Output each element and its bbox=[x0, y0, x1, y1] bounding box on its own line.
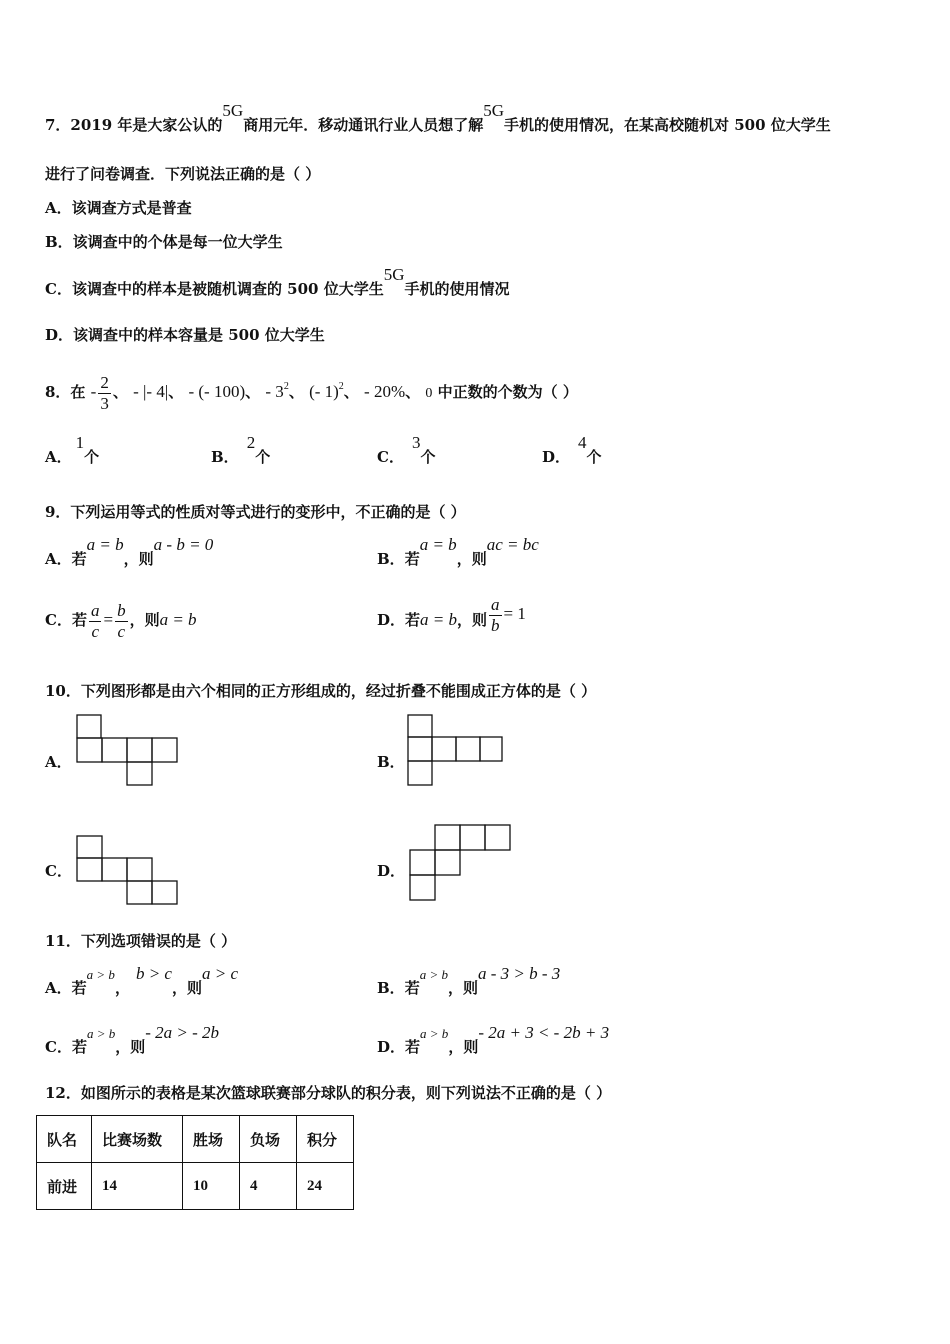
q8-option-b bbox=[211, 433, 271, 467]
q11-b-ruo: 若 bbox=[404, 979, 420, 997]
q9-a-ruo: 若 bbox=[71, 550, 87, 568]
q9-b-ruo: 若 bbox=[404, 550, 420, 568]
q11-stem: 11．下列选项错误的是（ ） bbox=[45, 932, 237, 950]
q8-abs-expr: - |- 4| bbox=[133, 382, 169, 401]
q8-sep: 、 bbox=[343, 383, 359, 401]
q7-text-part3: 手机的使用情况，在某高校随机对 500 位大学生 bbox=[504, 116, 831, 134]
table-header-row bbox=[37, 1116, 354, 1163]
q7-option-d: D．该调查中的样本容量是 500 位大学生 bbox=[45, 326, 325, 344]
q10-stem: 10．下列图形都是由六个相同的正方形组成的，经过折叠不能围成正方体的是（ ） bbox=[45, 682, 597, 700]
q9-d-frac-den: b bbox=[491, 615, 500, 635]
q9-option-a bbox=[45, 535, 214, 576]
q11-a-ze: ，则 bbox=[171, 979, 202, 997]
q11-c-ze: ，则 bbox=[115, 1038, 146, 1056]
table-header-cell: 胜场 bbox=[183, 1116, 240, 1163]
q8-b-label: B． bbox=[211, 448, 239, 466]
q11-b-ze: ，则 bbox=[447, 979, 478, 997]
q9-c-result: a = b bbox=[159, 610, 197, 629]
q11-option-c bbox=[45, 1023, 220, 1065]
q9-b-result: ac = bc bbox=[486, 535, 539, 554]
q7-option-c-tail: 手机的使用情况 bbox=[404, 280, 510, 298]
q10-label-d: D． bbox=[377, 862, 406, 880]
q8-neg-paren-expr: - (- 100) bbox=[188, 382, 246, 401]
q8-a-value: 1 bbox=[75, 433, 85, 452]
q7-line1 bbox=[45, 101, 831, 135]
q11-d-ze: ，则 bbox=[448, 1038, 479, 1056]
q8-option-a bbox=[45, 433, 100, 467]
q10-net-d bbox=[409, 824, 513, 902]
q8-square-exp: 2 bbox=[338, 381, 344, 392]
table-cell: 24 bbox=[297, 1163, 354, 1210]
q8-b-unit: 个 bbox=[255, 448, 271, 466]
q8-c-label: C． bbox=[377, 448, 404, 466]
q11-a-cond2: b > c bbox=[135, 964, 172, 983]
q11-b-label: B． bbox=[377, 979, 405, 997]
q9-a-ze: ，则 bbox=[123, 550, 154, 568]
q11-a-ruo: 若 bbox=[71, 979, 87, 997]
q11-c-ruo: 若 bbox=[71, 1038, 87, 1056]
q8-a-unit: 个 bbox=[84, 448, 100, 466]
q7-text-part2: 商用元年．移动通讯行业人员想了解 bbox=[243, 116, 484, 134]
q9-a-condition: a = b bbox=[86, 535, 124, 554]
q11-a-result: a > c bbox=[202, 964, 239, 983]
q8-percent: - 20% bbox=[364, 382, 406, 401]
q9-option-c bbox=[45, 596, 197, 644]
q9-c-fraction-a bbox=[89, 601, 102, 642]
q8-d-label: D． bbox=[542, 448, 571, 466]
q12-stem: 12．如图所示的表格是某次篮球联赛部分球队的积分表，则下列说法不正确的是（ ） bbox=[45, 1084, 612, 1102]
q9-c-frac-a-den: c bbox=[91, 621, 99, 641]
q8-sep: 、 bbox=[405, 383, 421, 401]
table-header-cell: 比赛场数 bbox=[92, 1116, 183, 1163]
q9-c-frac-b-den: c bbox=[117, 621, 126, 641]
table-header-cell: 负场 bbox=[240, 1116, 297, 1163]
q8-c-value: 3 bbox=[411, 433, 421, 452]
table-cell: 14 bbox=[92, 1163, 183, 1210]
q9-c-ze: ，则 bbox=[129, 611, 160, 629]
q11-option-d bbox=[377, 1023, 610, 1065]
q9-d-ze: ，则 bbox=[457, 611, 488, 629]
q8-d-unit: 个 bbox=[586, 448, 602, 466]
q8-prefix: 8．在 bbox=[45, 383, 86, 401]
q8-zero: 0 bbox=[425, 386, 433, 401]
q8-minus-sign: - bbox=[90, 382, 97, 401]
q9-b-condition: a = b bbox=[419, 535, 457, 554]
q11-option-a bbox=[45, 964, 239, 1006]
q8-c-unit: 个 bbox=[420, 448, 436, 466]
q7-option-a: A．该调查方式是普查 bbox=[45, 199, 192, 217]
q7-option-c bbox=[45, 265, 510, 299]
q9-d-label: D． bbox=[377, 611, 406, 629]
q11-b-condition: a > b bbox=[419, 967, 448, 982]
q9-d-frac-num: a bbox=[491, 594, 500, 614]
q10-label-a: A． bbox=[45, 753, 72, 771]
q9-d-condition: a = b bbox=[420, 610, 458, 629]
table-header-cell: 积分 bbox=[297, 1116, 354, 1163]
q8-fraction-num: 2 bbox=[100, 372, 109, 392]
q11-option-b bbox=[377, 964, 561, 1006]
q11-b-result: a - 3 > b - 3 bbox=[478, 964, 561, 983]
q10-net-c bbox=[76, 835, 179, 905]
table-cell: 前进 bbox=[37, 1163, 92, 1210]
q10-label-b: B． bbox=[377, 753, 405, 771]
score-table bbox=[36, 1115, 354, 1210]
q8-suffix: 中正数的个数为（ ） bbox=[437, 383, 578, 401]
q8-fraction bbox=[98, 373, 111, 414]
q8-d-value: 4 bbox=[578, 433, 587, 452]
q8-a-label: A． bbox=[45, 448, 72, 466]
q7-5g-term: 5G bbox=[483, 101, 504, 120]
q9-c-equals: = bbox=[103, 610, 114, 629]
q11-d-result: - 2a + 3 < - 2b + 3 bbox=[478, 1023, 610, 1042]
q8-sep: 、 bbox=[112, 383, 128, 401]
q8-power-exp: 2 bbox=[283, 381, 289, 392]
q11-d-label: D． bbox=[377, 1038, 406, 1056]
q8-stem bbox=[45, 362, 578, 425]
q9-a-result: a - b = 0 bbox=[153, 535, 214, 554]
q7-5g-term: 5G bbox=[222, 101, 244, 120]
q8-square-base: (- 1) bbox=[309, 382, 339, 401]
table-row bbox=[37, 1163, 354, 1210]
table-cell: 4 bbox=[240, 1163, 297, 1210]
q11-a-label: A． bbox=[45, 979, 72, 997]
q8-b-value: 2 bbox=[246, 433, 256, 452]
table-cell: 10 bbox=[183, 1163, 240, 1210]
q8-sep: 、 bbox=[288, 383, 304, 401]
q9-b-label: B． bbox=[377, 550, 405, 568]
q9-c-frac-b-num: b bbox=[117, 600, 126, 620]
q9-c-frac-a-num: a bbox=[90, 600, 100, 620]
q8-fraction-den: 3 bbox=[100, 393, 109, 413]
q8-sep: 、 bbox=[168, 383, 184, 401]
q9-d-ruo: 若 bbox=[405, 611, 421, 629]
q8-option-d bbox=[542, 433, 602, 467]
q11-c-label: C． bbox=[45, 1038, 72, 1056]
q8-power-base: - 3 bbox=[265, 382, 284, 401]
q9-d-fraction bbox=[489, 595, 502, 636]
q8-sep: 、 bbox=[245, 383, 261, 401]
q11-a-comma: ， bbox=[114, 979, 130, 997]
q9-a-label: A． bbox=[45, 550, 72, 568]
q10-net-b bbox=[407, 714, 503, 786]
q10-net-a bbox=[76, 714, 178, 786]
q9-b-ze: ，则 bbox=[456, 550, 487, 568]
table-header-cell: 队名 bbox=[37, 1116, 92, 1163]
q10-label-c: C． bbox=[45, 862, 72, 880]
q9-c-ruo: 若 bbox=[71, 611, 87, 629]
q11-d-ruo: 若 bbox=[405, 1038, 421, 1056]
q7-text-part1: 7．2019 年是大家公认的 bbox=[45, 116, 223, 134]
q11-d-condition: a > b bbox=[420, 1026, 449, 1041]
q9-stem: 9．下列运用等式的性质对等式进行的变形中，不正确的是（ ） bbox=[45, 503, 466, 521]
q9-d-result: = 1 bbox=[503, 604, 526, 623]
q8-option-c bbox=[377, 433, 436, 467]
q9-c-fraction-b bbox=[115, 601, 128, 642]
q9-option-b bbox=[377, 535, 539, 576]
q7-line2: 进行了问卷调查．下列说法正确的是（ ） bbox=[45, 165, 321, 183]
q7-option-c-text: C．该调查中的样本是被随机调查的 500 位大学生 bbox=[45, 280, 384, 298]
q7-option-b: B．该调查中的个体是每一位大学生 bbox=[45, 233, 283, 251]
q7-5g-term: 5G bbox=[383, 265, 405, 284]
q9-c-label: C． bbox=[45, 611, 72, 629]
q11-c-result: - 2a > - 2b bbox=[145, 1023, 220, 1042]
q11-a-cond1: a > b bbox=[86, 967, 115, 982]
q11-c-condition: a > b bbox=[86, 1026, 116, 1041]
q9-option-d bbox=[377, 596, 526, 644]
